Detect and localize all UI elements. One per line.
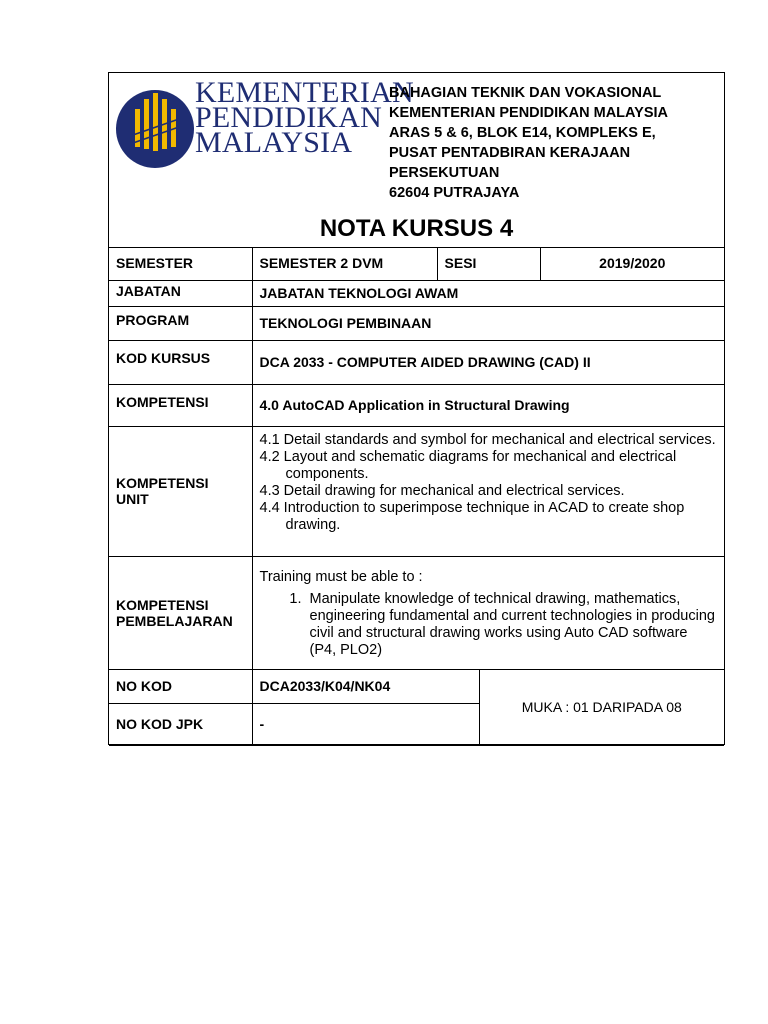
semester-label: SEMESTER [109, 247, 252, 280]
address-line: PERSEKUTUAN [389, 165, 500, 181]
semester-value: SEMESTER 2 DVM [252, 247, 437, 280]
kod-kursus-label: KOD KURSUS [109, 340, 252, 384]
program-value: TEKNOLOGI PEMBINAAN [252, 306, 724, 340]
pembelajaran-content [252, 556, 724, 669]
course-note-sheet [108, 72, 725, 745]
list-item: 4.4 Introduction to superimpose technique in ACAD to create shop drawing. [259, 499, 685, 533]
jabatan-value: JABATAN TEKNOLOGI AWAM [252, 280, 724, 306]
sesi-value: 2019/2020 [540, 247, 724, 280]
kompetensi-unit-label [109, 426, 252, 556]
logo-line-3: MALAYSIA [195, 126, 353, 159]
address-line: KEMENTERIAN PENDIDIKAN MALAYSIA [389, 105, 669, 121]
pembelajaran-label [109, 556, 252, 669]
kompetensi-label: KOMPETENSI [109, 384, 252, 426]
kompetensi-unit-label-line: KOMPETENSI [116, 475, 209, 491]
pembelajaran-label-line: KOMPETENSI [116, 596, 209, 613]
table-row [109, 280, 724, 306]
kompetensi-unit-label-line: UNIT [116, 491, 149, 507]
address-line: 62604 PUTRAJAYA [389, 185, 520, 201]
pembelajaran-intro: Training must be able to : [259, 568, 423, 585]
address-line: BAHAGIAN TEKNIK DAN VOKASIONAL [389, 85, 662, 101]
page-title: NOTA KURSUS 4 [319, 215, 514, 242]
address-line: ARAS 5 & 6, BLOK E14, KOMPLEKS E, [389, 125, 656, 141]
logo-line-2: PENDIDIKAN [195, 101, 382, 134]
course-info-table [109, 247, 724, 746]
logo-line-1: KEMENTERIAN [195, 76, 414, 109]
list-item: 1. Manipulate knowledge of technical drawing, mathematics, engineering fundamental and current technologies in producing civil and structural drawing works using Auto CAD software (P4, PLO2) [306, 591, 718, 659]
no-kod-value: DCA2033/K04/NK04 [252, 669, 479, 703]
jabatan-label: JABATAN [109, 280, 252, 306]
no-kod-label: NO KOD [109, 669, 252, 703]
page-count: MUKA : 01 DARIPADA 08 [479, 669, 724, 745]
table-row [109, 306, 724, 340]
table-row [109, 556, 724, 669]
list-item: 4.3 Detail drawing for mechanical and electrical services. [259, 482, 625, 499]
table-row [109, 247, 724, 280]
address-line: PUSAT PENTADBIRAN KERAJAAN [389, 145, 631, 161]
kod-kursus-value: DCA 2033 - COMPUTER AIDED DRAWING (CAD) II [252, 340, 724, 384]
pembelajaran-list [260, 591, 718, 659]
kompetensi-value: 4.0 AutoCAD Application in Structural Drawing [252, 384, 724, 426]
list-item: 4.1 Detail standards and symbol for mechanical and electrical services. [259, 431, 716, 448]
kompetensi-unit-content [252, 426, 724, 556]
sesi-label: SESI [437, 247, 540, 280]
table-row [109, 426, 724, 556]
table-row [109, 340, 724, 384]
header [109, 73, 724, 248]
address-block [389, 83, 668, 203]
table-row [109, 384, 724, 426]
program-label: PROGRAM [109, 306, 252, 340]
table-row [109, 669, 724, 703]
no-kod-jpk-value: - [252, 703, 479, 745]
logo-wordmark [195, 76, 414, 159]
kompetensi-unit-list [260, 432, 718, 534]
pembelajaran-label-line: PEMBELAJARAN [116, 612, 233, 629]
no-kod-jpk-label: NO KOD JPK [109, 703, 252, 745]
list-item: 4.2 Layout and schematic diagrams for mechanical and electrical components. [259, 448, 677, 482]
